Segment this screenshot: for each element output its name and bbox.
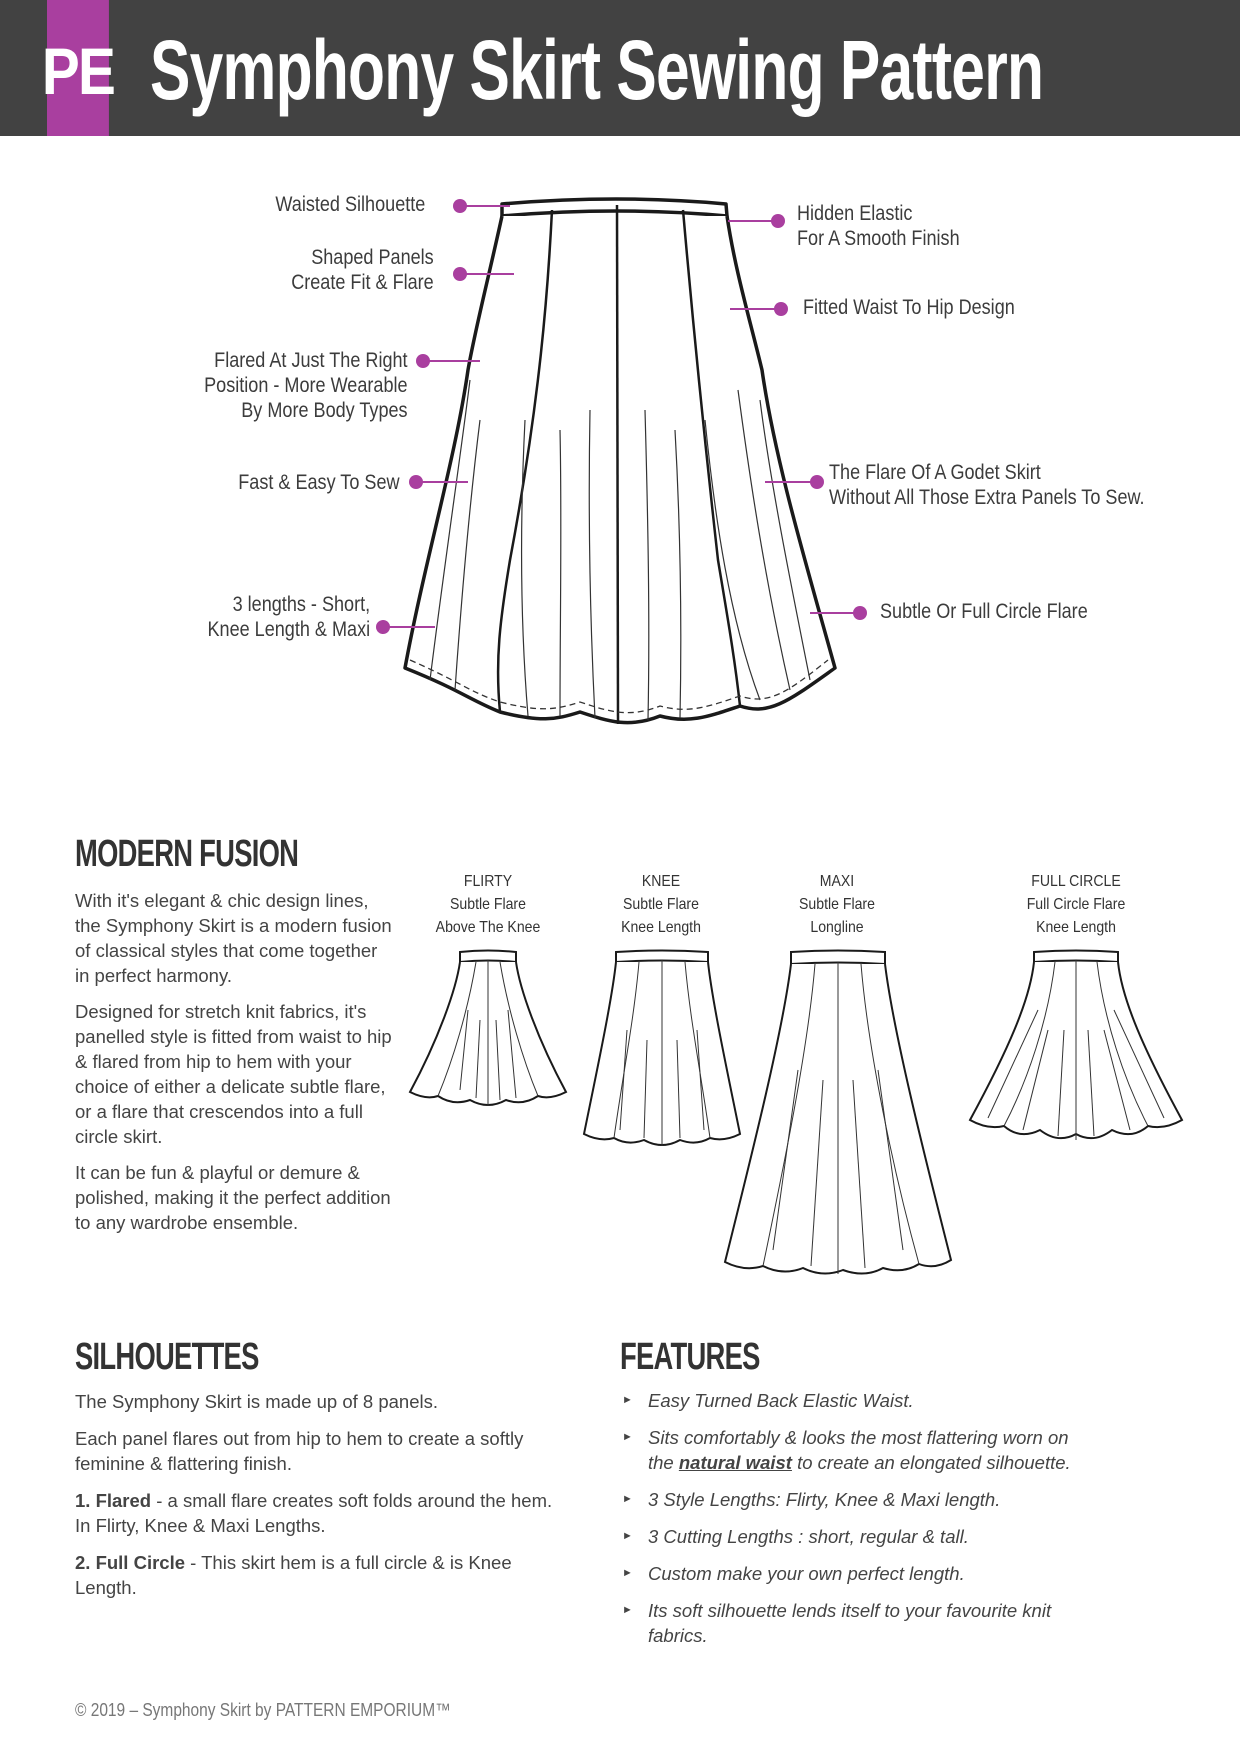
variation-flirty-label: FLIRTY Subtle Flare Above The Knee <box>435 873 541 936</box>
feature-item: ► Custom make your own perfect length. <box>622 1563 965 1584</box>
modern-fusion-text: With it's elegant & chic design lines, the Symphony Skirt is a modern fusion of classical styles that come together in perfect harmony. Designed for stretch knit fabrics, it's panelled style is fitted from waist to hip & flared from hip to hem with your choice of either a delicate subtle flare, or a flare that crescendos into a full circle skirt. It can be fun & playful or demure & polished, making it the perfect addition to any wardrobe ensemble. <box>75 890 392 1233</box>
variation-full-circle-label: FULL CIRCLE Full Circle Flare Knee Length <box>1026 873 1126 936</box>
bullet-icon: ► <box>622 1567 633 1579</box>
callout-leader <box>728 220 778 222</box>
callout-fitted-waist: Fitted Waist To Hip Design <box>803 296 1015 319</box>
variation-maxi-illustration <box>723 950 953 1280</box>
variation-knee-illustration <box>582 950 742 1150</box>
natural-waist-link: natural waist <box>678 1452 792 1473</box>
flared-label: 1. Flared <box>75 1490 152 1511</box>
silhouettes-heading: SILHOUETTES <box>75 1336 259 1378</box>
brand-logo: PE <box>47 0 109 136</box>
callout-flared-position: Flared At Just The Right Position - More Wearable By More Body Types <box>204 349 408 422</box>
callout-hidden-elastic: Hidden Elastic For A Smooth Finish <box>797 202 960 250</box>
callout-three-lengths: 3 lengths - Short, Knee Length & Maxi <box>207 593 370 641</box>
callout-leader <box>810 612 860 614</box>
bullet-icon: ► <box>622 1530 633 1542</box>
callout-fast-easy: Fast & Easy To Sew <box>238 471 400 494</box>
full-circle-label: 2. Full Circle <box>75 1552 186 1573</box>
modern-fusion-heading: MODERN FUSION <box>75 833 299 875</box>
main-skirt-illustration <box>0 0 1240 760</box>
variation-full-circle-illustration <box>968 950 1184 1150</box>
bullet-icon: ► <box>622 1394 633 1406</box>
variation-maxi-label: MAXI Subtle Flare Longline <box>799 873 875 936</box>
footer-copyright: © 2019 – Symphony Skirt by PATTERN EMPORIUM™ <box>75 1700 451 1720</box>
callout-leader <box>730 308 780 310</box>
bullet-icon: ► <box>622 1493 633 1505</box>
feature-item: ► 3 Style Lengths: Flirty, Knee & Maxi length. <box>622 1489 1001 1510</box>
silhouettes-text: The Symphony Skirt is made up of 8 panels. Each panel flares out from hip to hem to create a softly feminine & flattering finish. 1. Flared - a small flare creates soft folds around the hem. In Flirty, Knee & Maxi Lengths. 2. Full Circle - This skirt hem is a full circle & is Knee Length. <box>75 1391 553 1598</box>
features-list <box>620 1388 1090 1660</box>
variation-knee-label: KNEE Subtle Flare Knee Length <box>621 873 701 936</box>
bullet-icon: ► <box>622 1431 633 1443</box>
callout-leader <box>383 626 435 628</box>
callout-godet-flare: The Flare Of A Godet Skirt Without All Those Extra Panels To Sew. <box>829 461 1145 509</box>
callout-leader <box>416 481 468 483</box>
callout-leader <box>460 273 514 275</box>
feature-item: ► 3 Cutting Lengths : short, regular & tall. <box>622 1526 969 1547</box>
callout-circle-flare: Subtle Or Full Circle Flare <box>880 600 1088 623</box>
feature-item: ► Easy Turned Back Elastic Waist. <box>622 1390 914 1411</box>
page-title: Symphony Skirt Sewing Pattern <box>150 23 1044 117</box>
features-heading: FEATURES <box>620 1336 760 1378</box>
callout-shaped-panels: Shaped Panels Create Fit & Flare <box>291 246 434 294</box>
callout-leader <box>423 360 480 362</box>
callout-waisted-silhouette: Waisted Silhouette <box>275 193 425 216</box>
feature-item: ► Its soft silhouette lends itself to your favourite knit fabrics. <box>622 1600 1052 1646</box>
feature-item: ► Sits comfortably & looks the most flattering worn on the natural waist to create an elongated silhouette. <box>622 1427 1071 1473</box>
callout-leader <box>765 481 817 483</box>
bullet-icon: ► <box>622 1604 633 1616</box>
callout-leader <box>460 205 510 207</box>
variation-flirty-illustration <box>408 950 568 1120</box>
